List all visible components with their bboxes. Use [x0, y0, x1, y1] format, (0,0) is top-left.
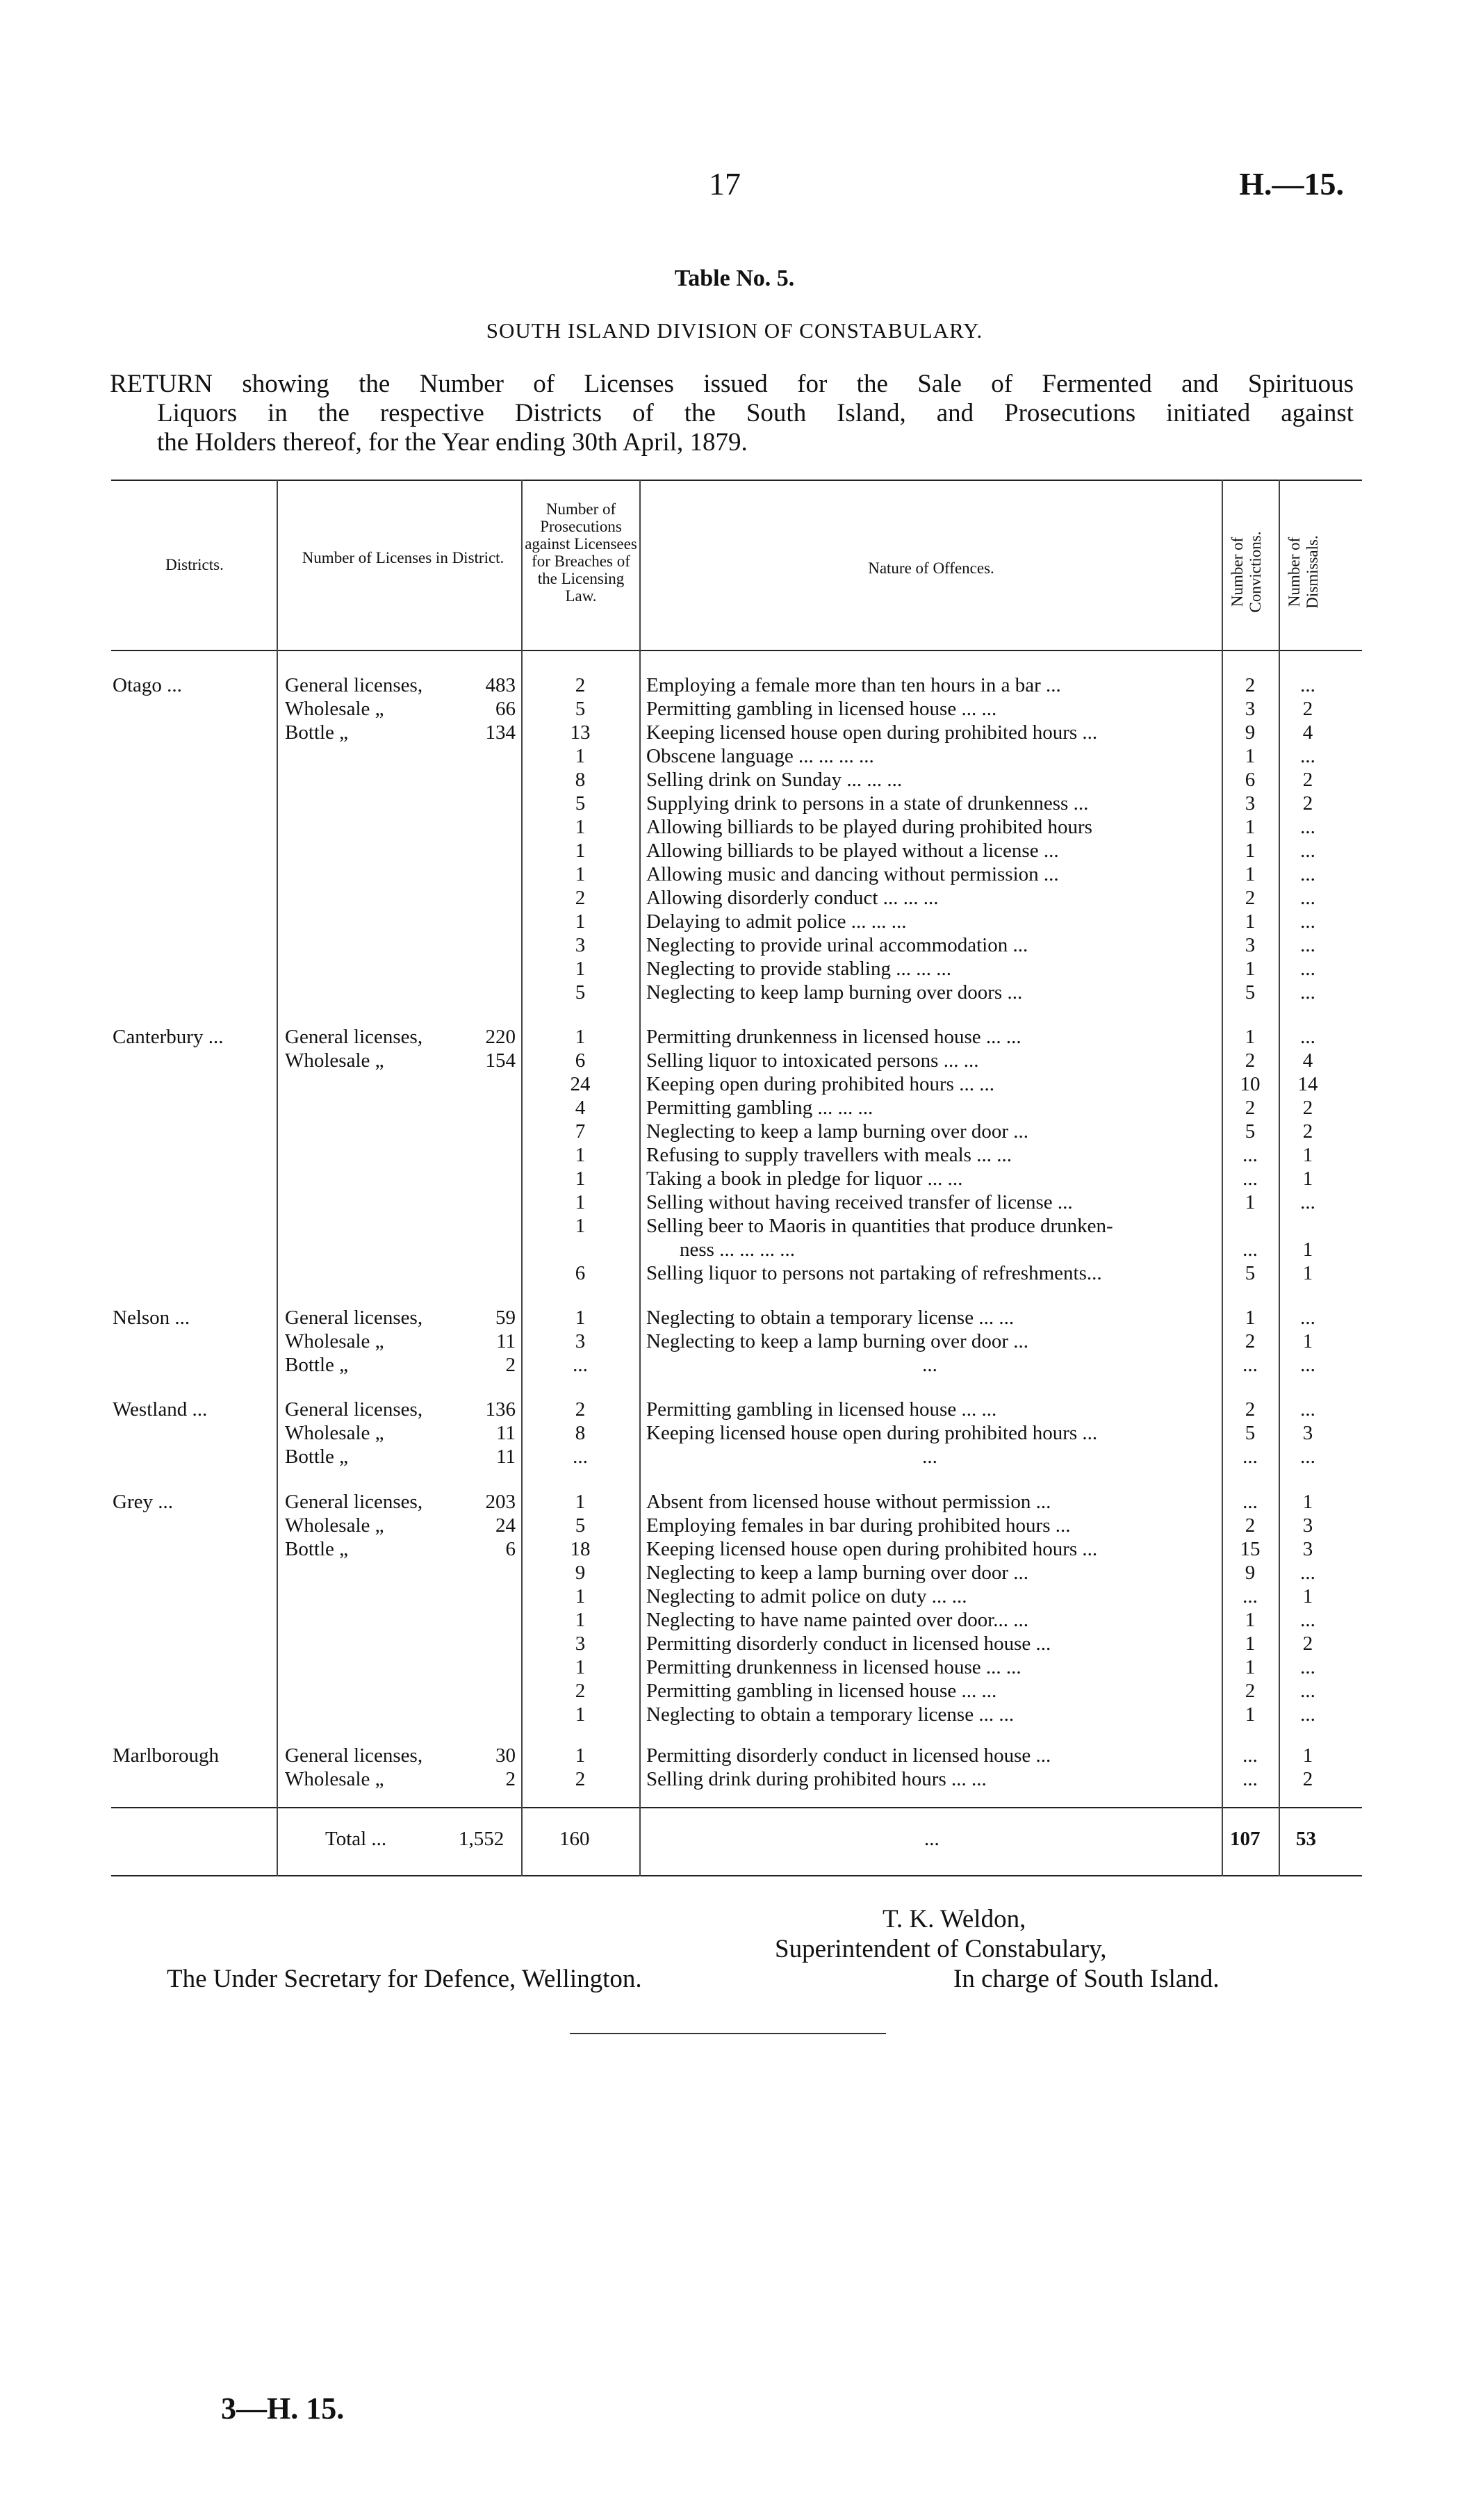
total-licenses: 1,552: [459, 1828, 504, 1850]
convictions-cell: 3: [1245, 698, 1256, 720]
license-type: General licenses,: [285, 1307, 423, 1329]
offence-cell: Permitting gambling in licensed house ... ...: [646, 698, 997, 720]
total-prosecutions: 160: [559, 1828, 590, 1850]
dismissals-cell: 1: [1302, 1238, 1313, 1261]
license-type: Wholesale „: [285, 698, 384, 720]
license-type: Wholesale „: [285, 1330, 384, 1352]
prosecutions-column: [523, 1491, 638, 1727]
offence-cell: Allowing music and dancing without permission ...: [646, 863, 1059, 885]
dismissals-cell: 2: [1302, 1097, 1313, 1119]
signatory-charge: In charge of South Island.: [953, 1965, 1220, 1993]
prosecutions-cell: 5: [575, 792, 586, 815]
license-list: [285, 1491, 516, 1562]
dismissals-cell: ...: [1300, 1307, 1315, 1329]
convictions-cell: ...: [1242, 1446, 1258, 1468]
convictions-column: [1223, 1307, 1277, 1377]
license-count: 59: [495, 1307, 516, 1329]
license-count: 2: [505, 1354, 516, 1376]
convictions-column: [1223, 674, 1277, 1005]
prosecutions-cell: 1: [575, 1168, 586, 1190]
convictions-cell: ...: [1242, 1354, 1258, 1376]
page-number: 17: [709, 166, 741, 202]
convictions-cell: [1223, 1215, 1277, 1238]
convictions-cell: 1: [1245, 958, 1256, 980]
license-row: [285, 674, 516, 698]
prosecutions-cell: [523, 1238, 638, 1262]
dismissals-cell: ...: [1300, 840, 1315, 862]
dismissals-cell: 1: [1302, 1262, 1313, 1284]
license-row: [285, 1398, 516, 1422]
dismissals-cell: 3: [1302, 1422, 1313, 1444]
convictions-cell: 2: [1245, 1680, 1256, 1702]
prosecutions-cell: 1: [575, 745, 586, 767]
convictions-cell: 15: [1240, 1538, 1261, 1560]
offence-cell: Allowing disorderly conduct ... ... ...: [646, 887, 939, 909]
signatory-name: T. K. Weldon,: [883, 1905, 1026, 1933]
dismissals-cell: ...: [1300, 1191, 1315, 1213]
convictions-cell: 1: [1245, 863, 1256, 885]
dismissals-cell: 2: [1302, 769, 1313, 791]
offence-cell: Neglecting to have name painted over door... ...: [646, 1609, 1029, 1631]
offence-cell: ...: [922, 1446, 937, 1468]
offence-cell: Neglecting to keep a lamp burning over door ...: [646, 1562, 1029, 1584]
offence-cell: Refusing to supply travellers with meals ... ...: [646, 1144, 1012, 1166]
dismissals-cell: [1280, 1215, 1336, 1238]
convictions-cell: 1: [1245, 1703, 1256, 1726]
document-reference: H.—15.: [1239, 166, 1344, 202]
dismissals-cell: 1: [1302, 1144, 1313, 1166]
district-name: Otago ...: [113, 674, 182, 696]
prosecutions-cell: 7: [575, 1120, 586, 1143]
prosecutions-cell: 1: [575, 1703, 586, 1726]
dismissals-cell: ...: [1300, 1703, 1315, 1726]
convictions-cell: 1: [1245, 840, 1256, 862]
convictions-cell: 2: [1245, 1514, 1256, 1537]
offence-cell: Selling drink during prohibited hours ... ...: [646, 1768, 987, 1790]
intro-line-1: RETURN showing the Number of Licenses issued for the Sale of Fermented and Spirituous: [110, 370, 1354, 398]
convictions-cell: 9: [1245, 1562, 1256, 1584]
prosecutions-column: [523, 674, 638, 1005]
convictions-cell: 5: [1245, 1262, 1256, 1284]
convictions-cell: 1: [1245, 1633, 1256, 1655]
license-row: [285, 698, 516, 721]
prosecutions-cell: 3: [575, 1330, 586, 1352]
prosecutions-cell: 1: [575, 1026, 586, 1048]
dismissals-cell: ...: [1300, 745, 1315, 767]
license-type: Wholesale „: [285, 1422, 384, 1444]
intro-line-3: the Holders thereof, for the Year ending 30th April, 1879.: [157, 428, 748, 457]
license-row: [285, 1307, 516, 1330]
dismissals-cell: ...: [1300, 1609, 1315, 1631]
prosecutions-cell: 2: [575, 1398, 586, 1421]
convictions-cell: ...: [1242, 1238, 1258, 1261]
prosecutions-cell: 24: [570, 1073, 591, 1095]
signatory-title: Superintendent of Constabulary,: [775, 1935, 1107, 1963]
license-count: 11: [496, 1446, 516, 1468]
prosecutions-cell: 5: [575, 698, 586, 720]
offence-cell: Neglecting to obtain a temporary license ... ...: [646, 1703, 1015, 1726]
dismissals-cell: ...: [1300, 816, 1315, 838]
prosecutions-cell: 4: [575, 1097, 586, 1119]
convictions-cell: 1: [1245, 816, 1256, 838]
convictions-column: [1223, 1026, 1277, 1286]
license-row: [285, 1491, 516, 1514]
dismissals-cell: 2: [1302, 792, 1313, 815]
header-licenses: Number of Licenses in District.: [302, 549, 504, 566]
dismissals-cell: ...: [1300, 1680, 1315, 1702]
prosecutions-cell: 1: [575, 1585, 586, 1607]
license-row: [285, 1354, 516, 1377]
convictions-cell: 2: [1245, 1398, 1256, 1421]
offence-cell: Neglecting to keep lamp burning over doors ...: [646, 981, 1023, 1004]
license-row: [285, 1330, 516, 1354]
license-row: [285, 1049, 516, 1073]
prosecutions-cell: 1: [575, 1609, 586, 1631]
convictions-cell: 2: [1245, 1330, 1256, 1352]
offence-cell: Taking a book in pledge for liquor ... ...: [646, 1168, 963, 1190]
offence-cell: Selling liquor to intoxicated persons ... ...: [646, 1049, 979, 1072]
dismissals-cell: 4: [1302, 721, 1313, 744]
prosecutions-cell: 2: [575, 1680, 586, 1702]
footer-code: 3—H. 15.: [221, 2391, 345, 2425]
offence-cell: Supplying drink to persons in a state of drunkenness ...: [646, 792, 1089, 815]
convictions-cell: 1: [1245, 1609, 1256, 1631]
total-offences: ...: [924, 1828, 939, 1850]
offence-cell: Employing females in bar during prohibited hours ...: [646, 1514, 1071, 1537]
district-name: Nelson ...: [113, 1307, 190, 1329]
offences-column: [646, 674, 1213, 1005]
prosecutions-cell: 1: [575, 910, 586, 933]
dismissals-cell: ...: [1300, 1026, 1315, 1048]
offence-cell: Keeping licensed house open during prohibited hours ...: [646, 1422, 1098, 1444]
col-divider-licenses: [277, 480, 278, 1876]
prosecutions-cell: 1: [575, 840, 586, 862]
license-count: 11: [496, 1422, 516, 1444]
division-heading: SOUTH ISLAND DIVISION OF CONSTABULARY.: [486, 318, 983, 343]
offence-cell: Keeping licensed house open during prohibited hours ...: [646, 721, 1098, 744]
table-bottom-rule: [111, 1875, 1362, 1876]
offences-column: [646, 1026, 1213, 1286]
dismissals-cell: 1: [1302, 1585, 1313, 1607]
license-type: Bottle „: [285, 721, 349, 744]
dismissals-column: [1280, 1744, 1336, 1792]
offence-cell: ...: [922, 1354, 937, 1376]
table-number: Table No. 5.: [674, 265, 795, 291]
dismissals-cell: 1: [1302, 1491, 1313, 1513]
dismissals-cell: 1: [1302, 1168, 1313, 1190]
prosecutions-cell: 18: [570, 1538, 591, 1560]
convictions-cell: 3: [1245, 792, 1256, 815]
prosecutions-cell: ...: [573, 1354, 588, 1376]
addressee: The Under Secretary for Defence, Wellington.: [167, 1965, 642, 1993]
license-count: 220: [485, 1026, 516, 1048]
prosecutions-cell: 1: [575, 1491, 586, 1513]
dismissals-cell: ...: [1300, 863, 1315, 885]
offence-cell: Employing a female more than ten hours in a bar ...: [646, 674, 1061, 696]
dismissals-cell: 14: [1297, 1073, 1318, 1095]
offence-cell: Permitting disorderly conduct in licensed house ...: [646, 1633, 1051, 1655]
dismissals-column: [1280, 1491, 1336, 1727]
prosecutions-cell: 1: [575, 863, 586, 885]
prosecutions-cell: 3: [575, 1633, 586, 1655]
convictions-column: [1223, 1744, 1277, 1792]
dismissals-cell: ...: [1300, 1656, 1315, 1678]
prosecutions-column: [523, 1307, 638, 1377]
header-bottom-rule: [111, 650, 1362, 651]
offence-cell: Delaying to admit police ... ... ...: [646, 910, 907, 933]
prosecutions-cell: 5: [575, 1514, 586, 1537]
license-count: 2: [505, 1768, 516, 1790]
district-name: Grey ...: [113, 1491, 173, 1513]
convictions-cell: 1: [1245, 1656, 1256, 1678]
dismissals-column: [1280, 1398, 1336, 1469]
dismissals-cell: 4: [1302, 1049, 1313, 1072]
convictions-cell: 1: [1245, 1307, 1256, 1329]
col-divider-offences: [639, 480, 641, 1876]
license-count: 11: [496, 1330, 516, 1352]
license-count: 24: [495, 1514, 516, 1537]
offence-cell: Permitting gambling in licensed house ... ...: [646, 1398, 997, 1421]
header-offences: Nature of Offences.: [868, 559, 994, 577]
convictions-cell: ...: [1242, 1144, 1258, 1166]
convictions-cell: ...: [1242, 1585, 1258, 1607]
offence-cell: Neglecting to provide urinal accommodation ...: [646, 934, 1028, 956]
convictions-cell: ...: [1242, 1168, 1258, 1190]
license-type: Bottle „: [285, 1538, 349, 1560]
dismissals-cell: 2: [1302, 1120, 1313, 1143]
dismissals-column: [1280, 1307, 1336, 1377]
license-type: Wholesale „: [285, 1049, 384, 1072]
offences-column: [646, 1307, 1213, 1377]
license-type: General licenses,: [285, 1491, 423, 1513]
offence-cell: Selling without having received transfer of license ...: [646, 1191, 1073, 1213]
convictions-cell: 5: [1245, 981, 1256, 1004]
offence-cell: Allowing billiards to be played without a license ...: [646, 840, 1059, 862]
dismissals-cell: 3: [1302, 1514, 1313, 1537]
license-list: [285, 1744, 516, 1792]
license-list: [285, 674, 516, 745]
dismissals-cell: ...: [1300, 934, 1315, 956]
dismissals-cell: 2: [1302, 1633, 1313, 1655]
offences-column: [646, 1491, 1213, 1727]
convictions-cell: 2: [1245, 1049, 1256, 1072]
offences-column: [646, 1398, 1213, 1469]
license-row: [285, 1514, 516, 1538]
prosecutions-cell: 1: [575, 1144, 586, 1166]
total-convictions: 107: [1230, 1828, 1261, 1850]
convictions-cell: 6: [1245, 769, 1256, 791]
license-list: [285, 1398, 516, 1469]
header-dismissals: Number of Dismissals.: [1286, 535, 1321, 609]
offence-cell: Absent from licensed house without permission ...: [646, 1491, 1051, 1513]
license-row: [285, 1026, 516, 1049]
dismissals-cell: ...: [1300, 887, 1315, 909]
return-description: [110, 370, 1354, 457]
license-type: General licenses,: [285, 674, 423, 696]
prosecutions-cell: 1: [575, 1215, 586, 1237]
prosecutions-cell: 8: [575, 1422, 586, 1444]
dismissals-cell: ...: [1300, 1354, 1315, 1376]
license-type: General licenses,: [285, 1398, 423, 1421]
prosecutions-column: [523, 1744, 638, 1792]
license-row: [285, 1768, 516, 1792]
convictions-cell: ...: [1242, 1491, 1258, 1513]
table-top-rule: [111, 480, 1362, 481]
convictions-column: [1223, 1491, 1277, 1727]
license-list: [285, 1307, 516, 1377]
offence-cell: Neglecting to obtain a temporary license ... ...: [646, 1307, 1015, 1329]
license-row: [285, 1538, 516, 1562]
prosecutions-cell: 6: [575, 1262, 586, 1284]
license-count: 483: [485, 674, 516, 696]
prosecutions-cell: ...: [573, 1446, 588, 1468]
dismissals-cell: 1: [1302, 1744, 1313, 1767]
license-count: 134: [485, 721, 516, 744]
footer-divider: [570, 2033, 886, 2034]
prosecutions-cell: 2: [575, 1768, 586, 1790]
license-count: 154: [485, 1049, 516, 1072]
prosecutions-cell: 1: [575, 1744, 586, 1767]
convictions-cell: ...: [1242, 1768, 1258, 1790]
license-count: 30: [495, 1744, 516, 1767]
offence-cell: Permitting disorderly conduct in licensed house ...: [646, 1744, 1051, 1767]
license-count: 66: [495, 698, 516, 720]
convictions-cell: 10: [1240, 1073, 1261, 1095]
offence-cell: Obscene language ... ... ... ...: [646, 745, 874, 767]
dismissals-cell: ...: [1300, 981, 1315, 1004]
convictions-cell: 5: [1245, 1422, 1256, 1444]
convictions-cell: 2: [1245, 887, 1256, 909]
dismissals-cell: ...: [1300, 1446, 1315, 1468]
prosecutions-column: [523, 1026, 638, 1286]
convictions-cell: 2: [1245, 674, 1256, 696]
offence-cell: Selling drink on Sunday ... ... ...: [646, 769, 903, 791]
prosecutions-cell: 2: [575, 674, 586, 696]
offence-cell: Neglecting to keep a lamp burning over door ...: [646, 1120, 1029, 1143]
offence-cell: Permitting gambling ... ... ...: [646, 1097, 873, 1119]
dismissals-cell: 3: [1302, 1538, 1313, 1560]
license-count: 6: [505, 1538, 516, 1560]
prosecutions-cell: 9: [575, 1562, 586, 1584]
intro-line-2: Liquors in the respective Districts of the South Island, and Prosecutions initiated against: [157, 399, 1354, 427]
prosecutions-cell: 1: [575, 1656, 586, 1678]
convictions-column: [1223, 1398, 1277, 1469]
header-convictions: Number of Convictions.: [1229, 531, 1264, 613]
dismissals-cell: ...: [1300, 1398, 1315, 1421]
offences-column: [646, 1744, 1213, 1792]
license-type: Wholesale „: [285, 1514, 384, 1537]
offence-cell: Neglecting to provide stabling ... ... ...: [646, 958, 951, 980]
license-row: [285, 721, 516, 745]
offence-cell: Neglecting to admit police on duty ... ...: [646, 1585, 967, 1607]
offence-cell: Permitting drunkenness in licensed house ... ...: [646, 1026, 1021, 1048]
convictions-cell: 5: [1245, 1120, 1256, 1143]
total-label: Total ...: [325, 1828, 387, 1850]
district-name: Marlborough: [113, 1744, 220, 1767]
offence-cell: Permitting drunkenness in licensed house ... ...: [646, 1656, 1021, 1678]
dismissals-cell: ...: [1300, 910, 1315, 933]
prosecutions-cell: 2: [575, 887, 586, 909]
dismissals-column: [1280, 674, 1336, 1005]
prosecutions-cell: 6: [575, 1049, 586, 1072]
convictions-cell: 9: [1245, 721, 1256, 744]
license-type: General licenses,: [285, 1026, 423, 1048]
dismissals-cell: ...: [1300, 1562, 1315, 1584]
dismissals-cell: ...: [1300, 958, 1315, 980]
prosecutions-cell: 3: [575, 934, 586, 956]
license-count: 203: [485, 1491, 516, 1513]
license-type: Bottle „: [285, 1354, 349, 1376]
license-row: [285, 1422, 516, 1446]
prosecutions-cell: 1: [575, 958, 586, 980]
dismissals-cell: 1: [1302, 1330, 1313, 1352]
district-name: Canterbury ...: [113, 1026, 224, 1048]
prosecutions-column: [523, 1398, 638, 1469]
dismissals-column: [1280, 1026, 1336, 1286]
district-name: Westland ...: [113, 1398, 208, 1421]
total-dismissals: 53: [1296, 1828, 1316, 1850]
header-districts: Districts.: [165, 556, 224, 573]
offence-cell: Keeping open during prohibited hours ... ...: [646, 1073, 994, 1095]
prosecutions-cell: 1: [575, 1191, 586, 1213]
license-count: 136: [485, 1398, 516, 1421]
convictions-cell: ...: [1242, 1744, 1258, 1767]
convictions-cell: 1: [1245, 1191, 1256, 1213]
prosecutions-cell: 1: [575, 1307, 586, 1329]
total-top-rule: [111, 1807, 1362, 1808]
convictions-cell: 2: [1245, 1097, 1256, 1119]
convictions-cell: 1: [1245, 910, 1256, 933]
license-row: [285, 1744, 516, 1768]
license-type: Wholesale „: [285, 1768, 384, 1790]
license-type: Bottle „: [285, 1446, 349, 1468]
prosecutions-cell: 13: [570, 721, 591, 744]
convictions-cell: 3: [1245, 934, 1256, 956]
license-row: [285, 1446, 516, 1469]
dismissals-cell: 2: [1302, 1768, 1313, 1790]
offence-cell: Neglecting to keep a lamp burning over door ...: [646, 1330, 1029, 1352]
offence-cell: Selling liquor to persons not partaking of refreshments...: [646, 1262, 1102, 1284]
offence-cell: Selling beer to Maoris in quantities that produce drunken-: [646, 1215, 1113, 1237]
header-prosecutions: Number of Prosecutions against Licensees for Breaches of the Licensing Law.: [525, 500, 637, 605]
prosecutions-cell: 8: [575, 769, 586, 791]
prosecutions-cell: 5: [575, 981, 586, 1004]
offence-cell: Keeping licensed house open during prohibited hours ...: [646, 1538, 1098, 1560]
prosecutions-cell: 1: [575, 816, 586, 838]
convictions-cell: 1: [1245, 1026, 1256, 1048]
license-list: [285, 1026, 516, 1073]
dismissals-cell: ...: [1300, 674, 1315, 696]
offence-cell: ness ... ... ... ...: [680, 1238, 795, 1261]
dismissals-cell: 2: [1302, 698, 1313, 720]
offence-cell: Allowing billiards to be played during prohibited hours: [646, 816, 1092, 838]
license-type: General licenses,: [285, 1744, 423, 1767]
offence-cell: Permitting gambling in licensed house ... ...: [646, 1680, 997, 1702]
convictions-cell: 1: [1245, 745, 1256, 767]
